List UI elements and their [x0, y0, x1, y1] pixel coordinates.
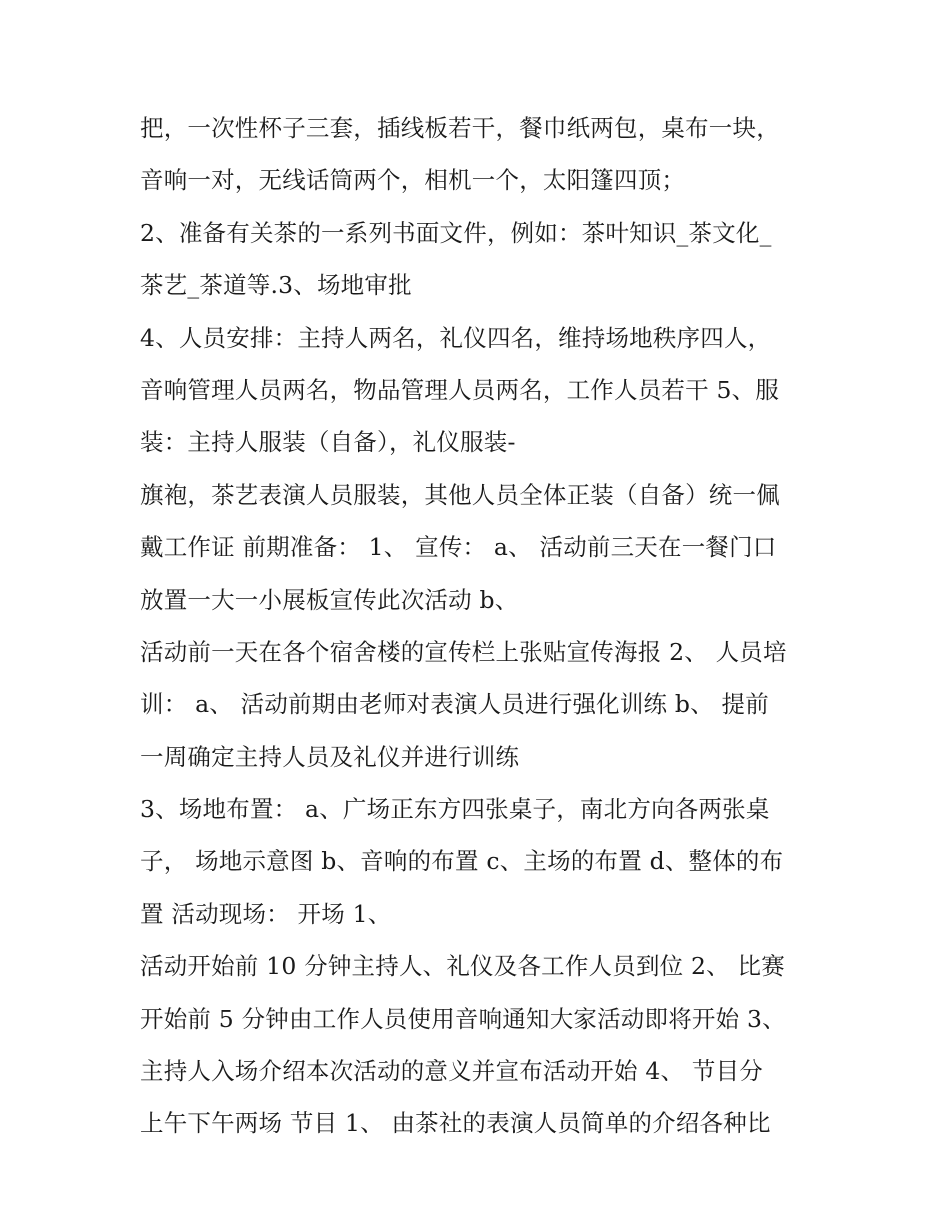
text-line: 3、场地布置： a、广场正东方四张桌子，南北方向各两张桌: [140, 795, 770, 824]
text-line: 旗袍，茶艺表演人员服装，其他人员全体正装（自备）统一佩: [140, 480, 780, 509]
text-line: 茶艺_茶道等.3、场地审批: [140, 271, 412, 300]
text-line: 一周确定主持人员及礼仪并进行训练: [140, 742, 520, 771]
text-line: 4、人员安排：主持人两名，礼仪四名，维持场地秩序四人，: [140, 323, 772, 352]
text-line: 装：主持人服装（自备），礼仪服装-: [140, 428, 516, 457]
text-line: 置 活动现场： 开场 1、: [140, 899, 392, 928]
text-line: 活动前一天在各个宿舍楼的宣传栏上张贴宣传海报 2、 人员培: [140, 637, 787, 666]
text-line: 音响管理人员两名，物品管理人员两名，工作人员若干 5、服: [140, 375, 780, 404]
text-line: 戴工作证 前期准备： 1、 宣传： a、 活动前三天在一餐门口: [140, 533, 777, 562]
text-line: 活动开始前 10 分钟主持人、礼仪及各工作人员到位 2、 比赛: [140, 952, 785, 981]
text-line: 2、准备有关茶的一系列书面文件，例如：茶叶知识_茶文化_: [140, 218, 772, 247]
text-line: 音响一对，无线话筒两个，相机一个，太阳篷四顶；: [140, 166, 686, 195]
text-line: 开始前 5 分钟由工作人员使用音响通知大家活动即将开始 3、: [140, 1004, 786, 1033]
document-body: [140, 106, 830, 1154]
text-line: 训： a、 活动前期由老师对表演人员进行强化训练 b、 提前: [140, 690, 769, 719]
text-line: 上午下午两场 节目 1、 由茶社的表演人员简单的介绍各种比: [140, 1109, 771, 1138]
text-line: 子， 场地示意图 b、音响的布置 c、主场的布置 d、整体的布: [140, 847, 784, 876]
text-line: 主持人入场介绍本次活动的意义并宣布活动开始 4、 节目分: [140, 1057, 763, 1086]
text-line: 把，一次性杯子三套，插线板若干，餐巾纸两包，桌布一块，: [140, 114, 780, 142]
text-line: 放置一大一小展板宣传此次活动 b、: [140, 585, 519, 614]
